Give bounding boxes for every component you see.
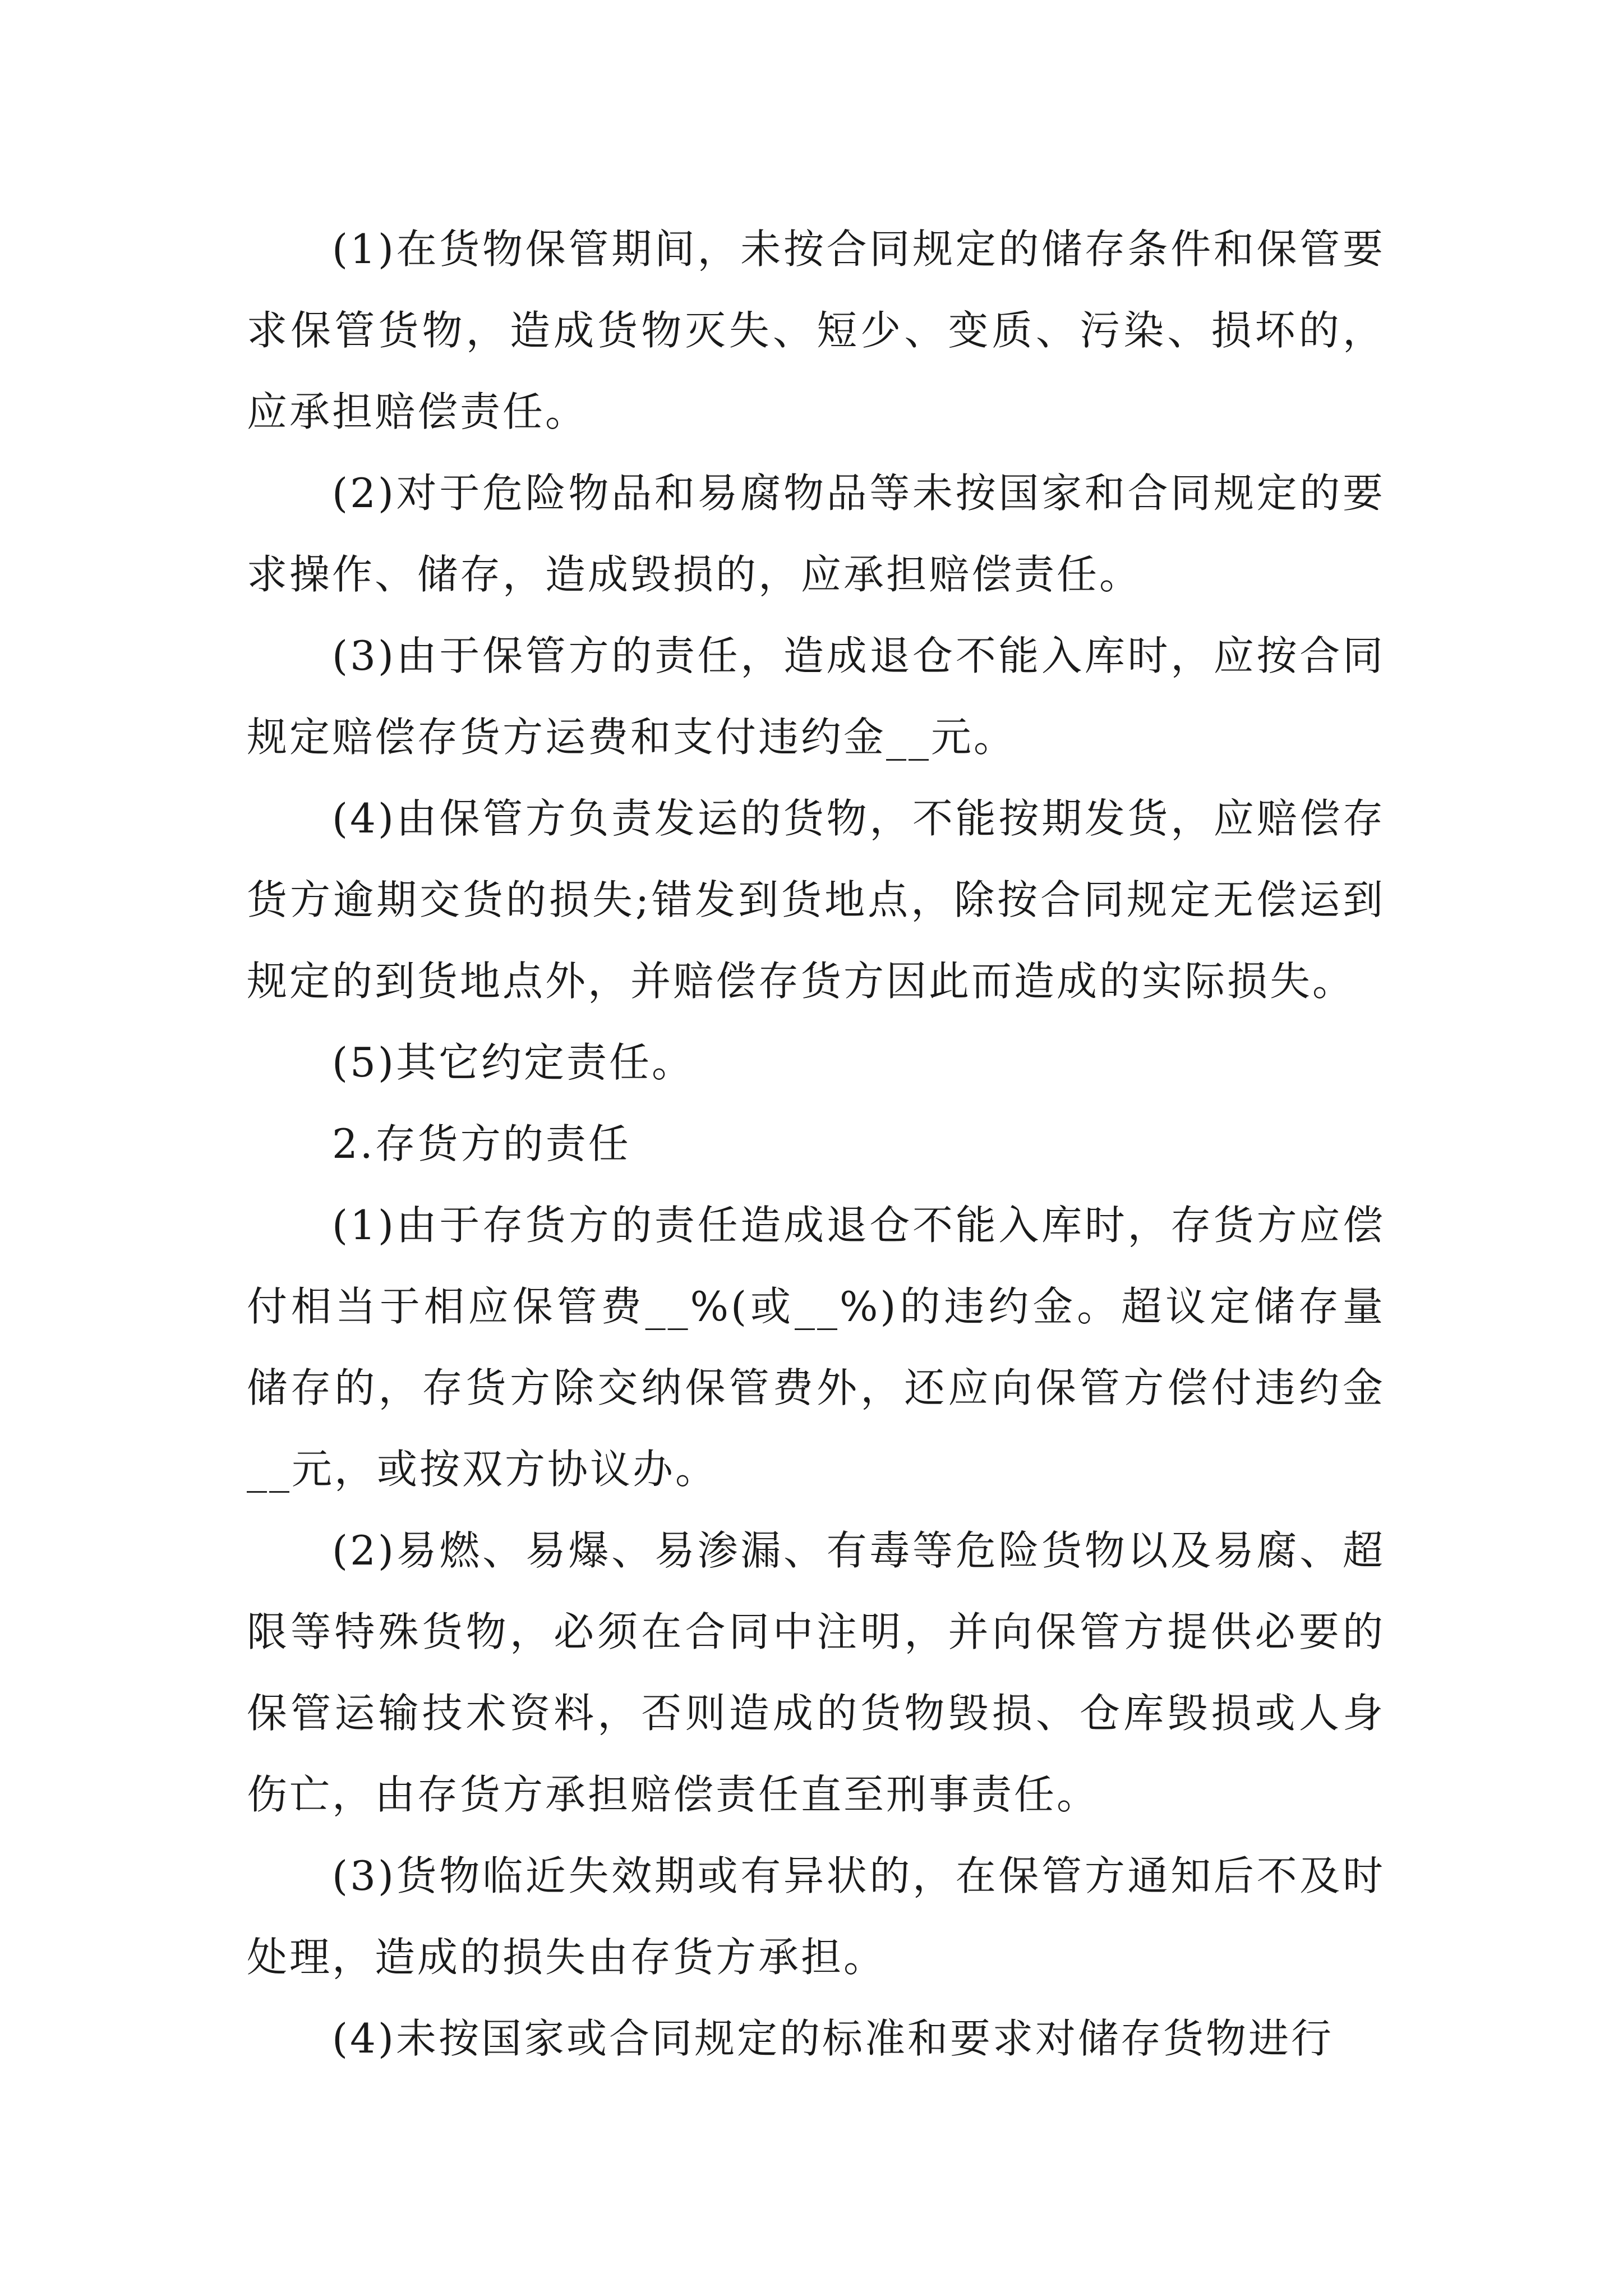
paragraph-depositor-liability-4: (4)未按国家或合同规定的标准和要求对储存货物进行 xyxy=(332,2015,1334,2062)
paragraph-keeper-liability-3: (3)由于保管方的责任，造成退仓不能入库时，应按合同规定赔偿存货方运费和支付违约金__元。 xyxy=(247,632,1385,761)
paragraph-keeper-liability-1: (1)在货物保管期间，未按合同规定的储存条件和保管要求保管货物，造成货物灭失、短少、变质、污染、损坏的，应承担赔偿责任。 xyxy=(247,226,1385,435)
paragraph-depositor-liability-1: (1)由于存货方的责任造成退仓不能入库时，存货方应偿付相当于相应保管费__%(或__%)的违约金。超议定储存量储存的，存货方除交纳保管费外，还应向保管方偿付违约金__元，或按双方协议办。 xyxy=(247,1202,1385,1493)
paragraph-depositor-liability-3: (3)货物临近失效期或有异状的，在保管方通知后不及时处理，造成的损失由存货方承担。 xyxy=(247,1852,1385,1981)
section-heading-depositor-liability: 2.存货方的责任 xyxy=(332,1120,631,1167)
paragraph-keeper-liability-5: (5)其它约定责任。 xyxy=(332,1039,694,1086)
paragraph-depositor-liability-2: (2)易燃、易爆、易渗漏、有毒等危险货物以及易腐、超限等特殊货物，必须在合同中注明，并向保管方提供必要的保管运输技术资料，否则造成的货物毁损、仓库毁损或人身伤亡，由存货方承担赔偿责任直至刑事责任。 xyxy=(247,1527,1385,1818)
document-body xyxy=(247,209,1385,2079)
paragraph-keeper-liability-2: (2)对于危险物品和易腐物品等未按国家和合同规定的要求操作、储存，造成毁损的，应承担赔偿责任。 xyxy=(247,470,1385,598)
paragraph-keeper-liability-4: (4)由保管方负责发运的货物，不能按期发货，应赔偿存货方逾期交货的损失;错发到货地点，除按合同规定无偿运到规定的到货地点外，并赔偿存货方因此而造成的实际损失。 xyxy=(247,795,1385,1005)
